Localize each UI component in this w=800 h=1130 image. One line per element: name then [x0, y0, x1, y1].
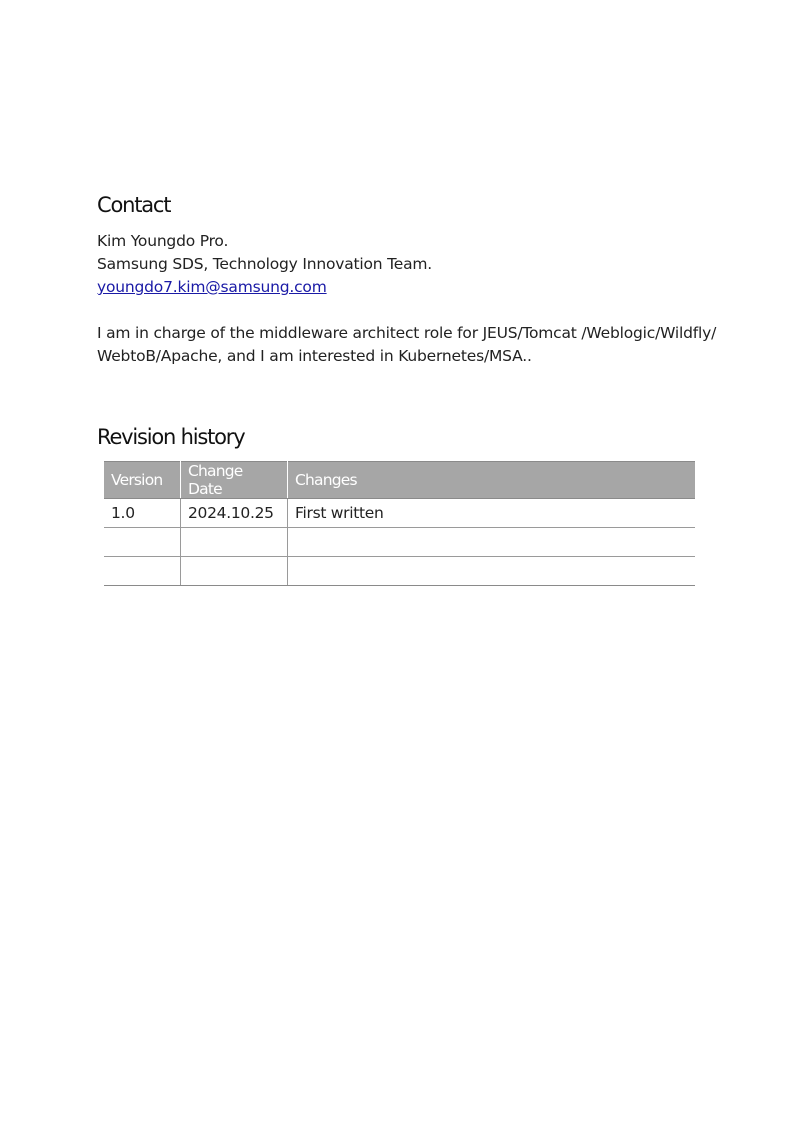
revision-history-table	[104, 461, 695, 586]
cell-change-date	[181, 528, 288, 557]
cell-changes	[288, 528, 696, 557]
table-header-row	[104, 462, 695, 499]
contact-organization: Samsung SDS, Technology Innovation Team.	[97, 255, 433, 273]
cell-change-date	[181, 557, 288, 586]
contact-description: I am in charge of the middleware architect role for JEUS/Tomcat /Weblogic/Wildfly/ WebtoB/Apache, and I am interested in Kubernetes/MSA..	[97, 324, 717, 365]
cell-changes: First written	[288, 499, 696, 528]
cell-version: 1.0	[104, 499, 181, 528]
contact-details	[97, 230, 757, 299]
contact-email-link[interactable]: youngdo7.kim@samsung.com	[97, 278, 327, 296]
column-header-version: Version	[104, 462, 181, 499]
cell-version	[104, 528, 181, 557]
table-row	[104, 528, 695, 557]
contact-heading: Contact	[97, 193, 171, 217]
cell-version	[104, 557, 181, 586]
cell-change-date: 2024.10.25	[181, 499, 288, 528]
column-header-change-date: Change Date	[181, 462, 288, 499]
contact-name: Kim Youngdo Pro.	[97, 232, 229, 250]
column-header-changes: Changes	[288, 462, 696, 499]
revision-history-heading: Revision history	[97, 425, 245, 449]
table-row	[104, 499, 695, 528]
table-row	[104, 557, 695, 586]
cell-changes	[288, 557, 696, 586]
